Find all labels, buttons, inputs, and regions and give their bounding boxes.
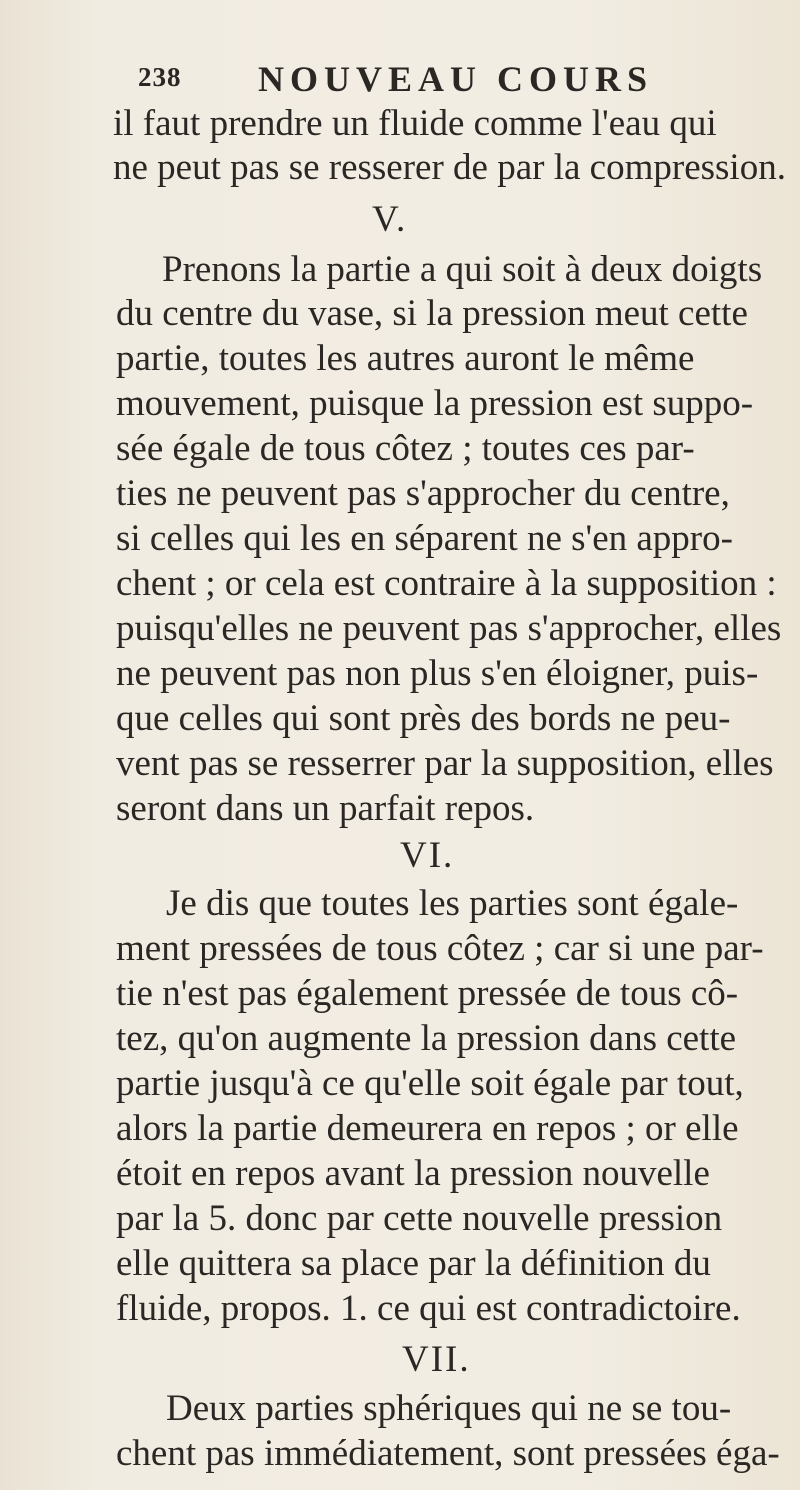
- text-line: vent pas se resserrer par la supposition, elles: [116, 743, 774, 784]
- text-line: mouvement, puisque la pression est suppo-: [116, 383, 754, 424]
- text-line: elle quittera sa place par la définition du: [116, 1243, 711, 1284]
- text-line: du centre du vase, si la pression meut cette: [116, 293, 748, 334]
- text-line: seront dans un parfait repos.: [116, 788, 535, 829]
- section-heading-vi: VI.: [400, 835, 455, 876]
- section-heading-vii: VII.: [402, 1339, 471, 1380]
- text-line: Je dis que toutes les parties sont égale-: [166, 883, 739, 924]
- text-line: ties ne peuvent pas s'approcher du centre,: [116, 473, 730, 514]
- text-line: tez, qu'on augmente la pression dans cette: [116, 1018, 737, 1059]
- text-line: chent pas immédiatement, sont pressées éga-: [116, 1433, 780, 1474]
- text-line: Prenons la partie a qui soit à deux doigts: [162, 249, 763, 290]
- text-line: que celles qui sont près des bords ne peu-: [116, 698, 731, 739]
- section-heading-v: V.: [372, 199, 408, 240]
- text-line: étoit en repos avant la pression nouvelle: [116, 1153, 710, 1194]
- text-line: ment pressées de tous côtez ; car si une par-: [116, 928, 764, 969]
- text-line: partie, toutes les autres auront le même: [116, 338, 695, 379]
- text-line: alors la partie demeurera en repos ; or elle: [116, 1108, 739, 1149]
- text-line: puisqu'elles ne peuvent pas s'approcher, elles: [116, 608, 782, 649]
- text-line: ne peut pas se resserer de par la compression.: [113, 147, 786, 188]
- text-line: Deux parties sphériques qui ne se tou-: [166, 1388, 732, 1429]
- text-line: sée égale de tous côtez ; toutes ces par-: [116, 428, 695, 469]
- text-line: ne peuvent pas non plus s'en éloigner, puis-: [116, 653, 759, 694]
- page-number: 238: [138, 62, 182, 92]
- text-line: chent ; or cela est contraire à la supposition :: [116, 563, 777, 604]
- text-line: fluide, propos. 1. ce qui est contradictoire.: [116, 1288, 741, 1329]
- text-line: il faut prendre un fluide comme l'eau qui: [113, 103, 717, 144]
- text-line: tie n'est pas également pressée de tous cô-: [116, 973, 739, 1014]
- running-title: NOUVEAU COURS: [258, 59, 654, 99]
- text-line: par la 5. donc par cette nouvelle pression: [116, 1198, 723, 1239]
- page-header: [138, 59, 698, 102]
- text-line: partie jusqu'à ce qu'elle soit égale par tout,: [116, 1063, 744, 1104]
- text-line: si celles qui les en séparent ne s'en appro-: [116, 518, 733, 559]
